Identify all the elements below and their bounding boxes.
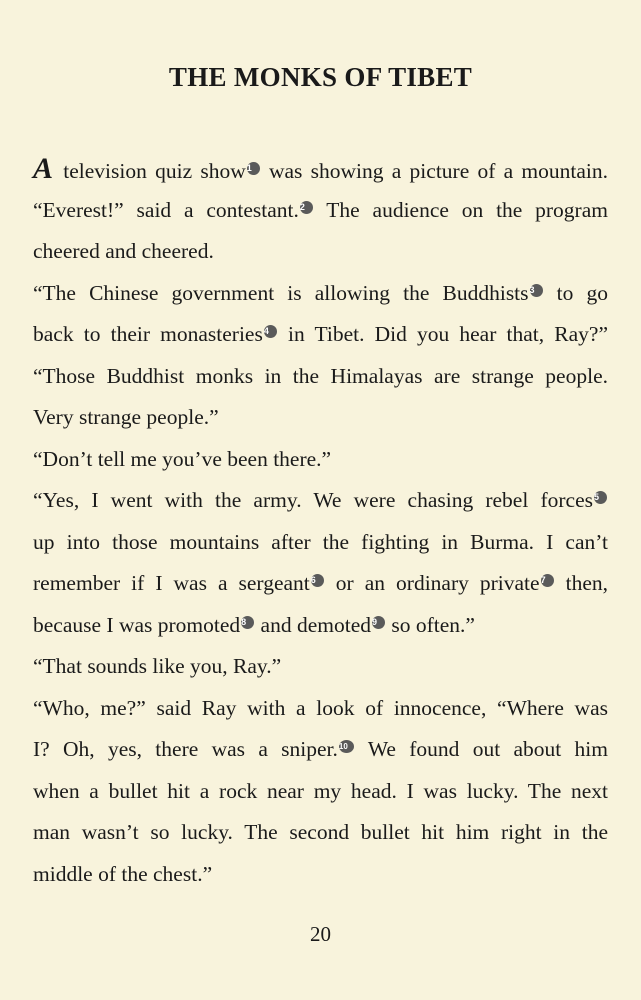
text-line <box>33 480 608 522</box>
text-segment: or an ordinary private <box>324 571 540 595</box>
text-segment: then, <box>554 571 608 595</box>
footnote-marker: 3 <box>530 284 543 297</box>
footnote-marker: 7 <box>541 574 554 587</box>
text-line <box>33 148 608 190</box>
text-segment: man wasn’t so lucky. The second bullet hit him right in the <box>33 820 608 844</box>
footnote-marker: 9 <box>372 616 385 629</box>
footnote-marker: 1 <box>247 162 260 175</box>
text-segment: “The Chinese government is allowing the Buddhists <box>33 280 529 305</box>
text-line <box>33 688 608 730</box>
text-segment: middle of the chest.” <box>33 861 213 886</box>
text-segment: cheered and cheered. <box>33 239 214 263</box>
text-segment: Very strange people.” <box>33 405 219 429</box>
text-line <box>33 605 608 647</box>
text-line <box>33 854 608 896</box>
text-line <box>33 563 608 605</box>
story-body <box>33 148 608 895</box>
text-line <box>33 646 608 688</box>
text-line <box>33 356 608 398</box>
text-segment: “Everest!” said a contestant. <box>33 197 299 222</box>
text-segment: “Don’t tell me you’ve been there.” <box>33 446 332 471</box>
chapter-title: THE MONKS OF TIBET <box>168 62 473 92</box>
footnote-marker: 6 <box>311 574 324 587</box>
text-segment: to go <box>543 280 608 305</box>
text-segment: television quiz show <box>55 159 246 183</box>
text-segment: “Yes, I went with the army. We were chasing rebel forces <box>33 488 593 512</box>
text-segment: back to their monasteries <box>33 322 263 346</box>
text-segment: “That sounds like you, Ray.” <box>33 654 282 678</box>
text-segment: The audience on the program <box>313 197 608 222</box>
text-line <box>33 522 608 564</box>
text-line <box>33 273 608 315</box>
text-segment: We found out about him <box>354 737 608 761</box>
text-segment: was showing a picture of a mountain. <box>260 159 609 183</box>
text-segment: and demoted <box>255 612 371 637</box>
text-segment: “Those Buddhist monks in the Himalayas are strange people. <box>33 363 608 388</box>
footnote-marker: 10 <box>339 740 354 753</box>
text-segment: so often.” <box>386 612 475 637</box>
text-line <box>33 231 608 273</box>
text-line <box>33 314 608 356</box>
text-segment: because I was promoted <box>33 612 241 637</box>
text-line <box>33 812 608 854</box>
text-line <box>33 729 608 771</box>
text-segment: remember if I was a sergeant <box>33 571 310 595</box>
text-segment: when a bullet hit a rock near my head. I was lucky. The next <box>33 778 608 803</box>
text-segment: I? Oh, yes, there was a sniper. <box>33 737 338 761</box>
footnote-marker: 4 <box>264 325 277 338</box>
text-line <box>33 771 608 813</box>
text-segment: “Who, me?” said Ray with a look of innocence, “Where was <box>33 695 608 720</box>
footnote-marker: 2 <box>300 201 313 214</box>
text-segment: up into those mountains after the fighting in Burma. I can’t <box>33 529 608 554</box>
drop-cap: A <box>33 152 54 185</box>
text-line <box>33 439 608 481</box>
footnote-marker: 5 <box>594 491 607 504</box>
footnote-marker: 8 <box>241 616 254 629</box>
text-line <box>33 190 608 232</box>
page-number: 20 <box>310 922 331 946</box>
text-line <box>33 397 608 439</box>
text-segment: in Tibet. Did you hear that, Ray?” <box>277 322 609 346</box>
